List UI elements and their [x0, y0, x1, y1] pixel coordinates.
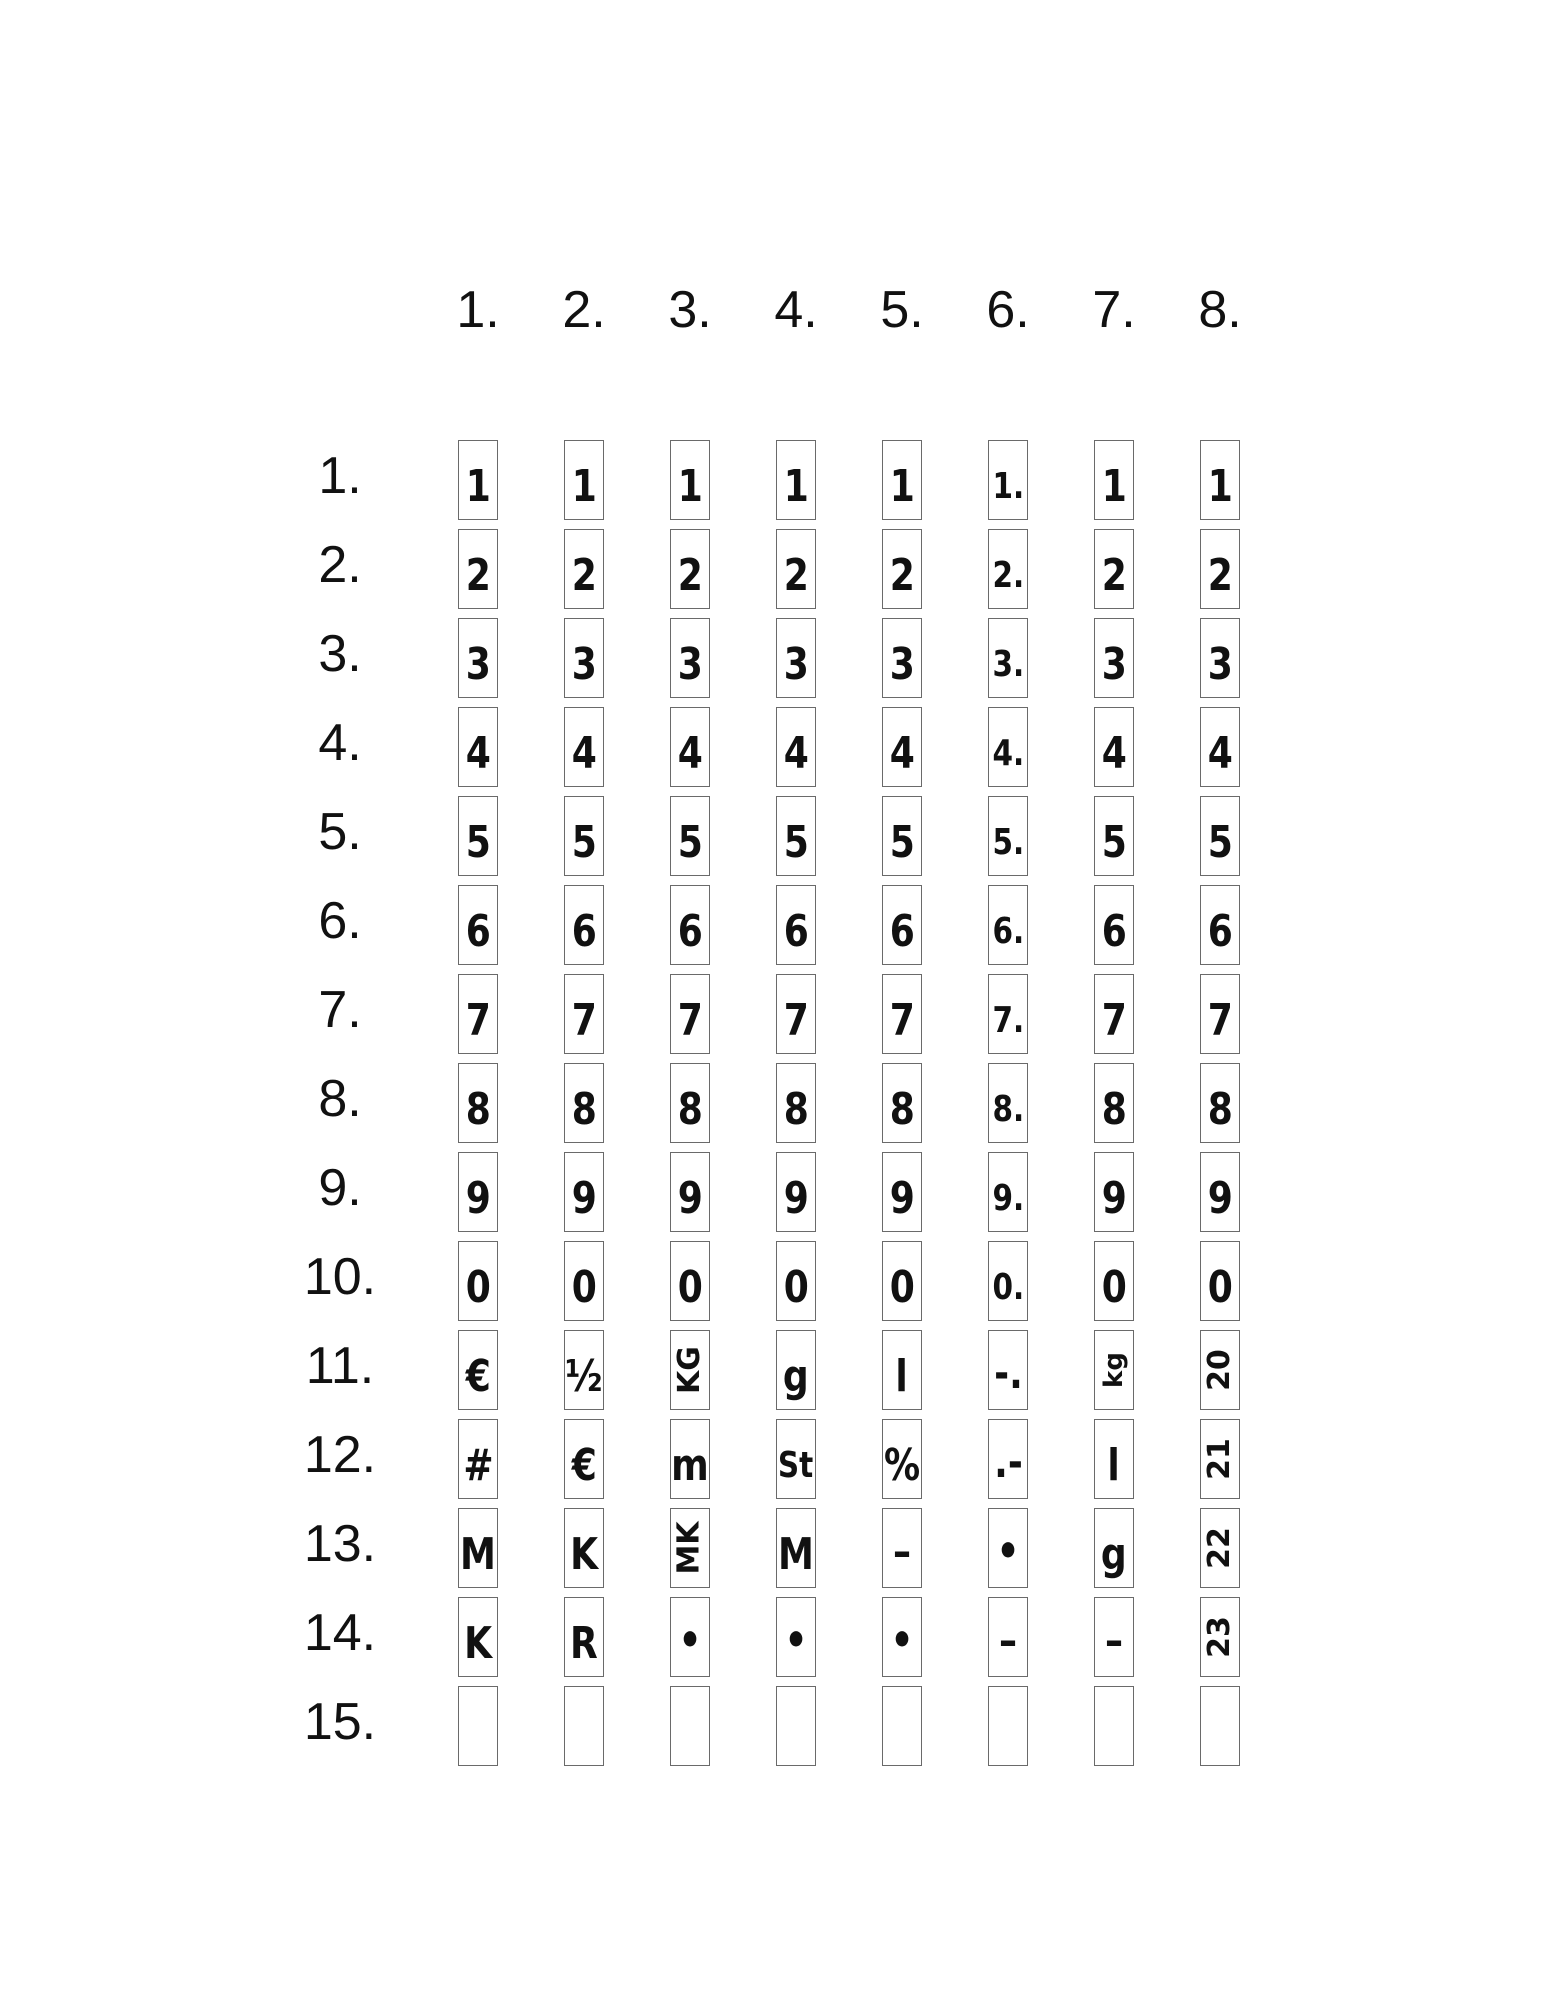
cell-glyph: 6. — [992, 911, 1024, 952]
character-cell — [882, 529, 922, 609]
cell-glyph: 4 — [465, 728, 491, 779]
character-cell — [1200, 1330, 1240, 1410]
character-cell — [988, 1063, 1028, 1143]
character-cell — [458, 1597, 498, 1677]
character-cell — [1094, 1330, 1134, 1410]
cell-glyph: 4 — [783, 728, 809, 779]
character-cell — [1200, 885, 1240, 965]
cell-glyph: 20 — [1202, 1349, 1237, 1391]
cell-glyph: 6 — [677, 906, 703, 957]
character-cell — [458, 1508, 498, 1588]
cell-glyph: € — [465, 1351, 491, 1402]
character-cell — [564, 1241, 604, 1321]
character-cell — [776, 1063, 816, 1143]
cell-glyph: 7 — [783, 995, 809, 1046]
cell-glyph: 4. — [992, 733, 1024, 774]
cell-glyph: MK — [672, 1521, 708, 1575]
character-cell — [670, 618, 710, 698]
cell-glyph: 4 — [889, 728, 915, 779]
cell-glyph: g — [783, 1351, 809, 1402]
character-cell — [564, 1063, 604, 1143]
character-cell — [1200, 1152, 1240, 1232]
character-cell — [776, 974, 816, 1054]
cell-glyph: 4 — [1101, 728, 1127, 779]
character-cell — [458, 529, 498, 609]
cell-glyph: 7. — [992, 1000, 1024, 1041]
column-header: 5. — [880, 281, 924, 339]
cell-glyph: 4 — [1207, 728, 1233, 779]
cell-glyph: 1 — [889, 461, 915, 512]
character-cell — [776, 1330, 816, 1410]
column-header: 2. — [562, 281, 606, 339]
character-cell — [670, 1152, 710, 1232]
cell-glyph: 1 — [783, 461, 809, 512]
row-label: 11. — [305, 1337, 375, 1395]
character-cell — [1200, 529, 1240, 609]
row-label: 10. — [303, 1248, 377, 1306]
character-cell — [564, 1419, 604, 1499]
cell-glyph: 5 — [783, 817, 809, 868]
cell-glyph: 2. — [992, 555, 1024, 596]
character-cell — [1200, 1597, 1240, 1677]
character-cell — [564, 529, 604, 609]
cell-glyph: 7 — [1101, 995, 1127, 1046]
character-cell — [1200, 618, 1240, 698]
column-header: 4. — [774, 281, 818, 339]
character-cell — [776, 707, 816, 787]
cell-glyph: M — [778, 1529, 814, 1580]
cell-glyph: – — [892, 1526, 912, 1577]
cell-glyph: 3 — [889, 639, 915, 690]
character-cell — [458, 796, 498, 876]
cell-glyph: 8 — [677, 1084, 703, 1135]
character-cell — [670, 796, 710, 876]
cell-glyph: 3 — [571, 639, 597, 690]
cell-glyph: 3 — [1207, 639, 1233, 690]
cell-glyph: 3 — [783, 639, 809, 690]
character-cell — [1200, 1686, 1240, 1766]
cell-glyph: – — [998, 1615, 1018, 1666]
character-cell — [776, 440, 816, 520]
character-cell — [1094, 1597, 1134, 1677]
cell-glyph: 7 — [465, 995, 491, 1046]
cell-glyph: 2 — [889, 550, 915, 601]
character-cell — [988, 618, 1028, 698]
character-cell — [564, 885, 604, 965]
row-label: 5. — [318, 803, 362, 861]
cell-glyph: 8 — [783, 1084, 809, 1135]
character-cell — [670, 529, 710, 609]
cell-glyph: KG — [672, 1346, 707, 1394]
cell-glyph: • — [678, 1615, 702, 1666]
cell-glyph: 7 — [677, 995, 703, 1046]
cell-glyph: 1 — [1207, 461, 1233, 512]
cell-glyph: 3 — [465, 639, 491, 690]
cell-glyph: 0 — [571, 1262, 597, 1313]
character-cell — [1094, 440, 1134, 520]
character-cell — [564, 1686, 604, 1766]
cell-glyph: 8 — [1101, 1084, 1127, 1135]
character-cell — [988, 974, 1028, 1054]
row-label: 9. — [318, 1159, 362, 1217]
character-cell — [776, 529, 816, 609]
cell-glyph: 4 — [571, 728, 597, 779]
cell-glyph: 0 — [465, 1262, 491, 1313]
cell-glyph: • — [784, 1615, 808, 1666]
cell-glyph: l — [895, 1351, 909, 1402]
cell-glyph: 1. — [992, 466, 1024, 507]
cell-glyph: 6 — [1101, 906, 1127, 957]
row-label: 13. — [303, 1515, 377, 1573]
cell-glyph: 7 — [889, 995, 915, 1046]
row-label: 15. — [303, 1693, 377, 1751]
cell-glyph: 2 — [783, 550, 809, 601]
cell-glyph: 5 — [677, 817, 703, 868]
cell-glyph: g — [1101, 1529, 1127, 1580]
character-cell — [882, 618, 922, 698]
cell-glyph: ½ — [565, 1351, 603, 1402]
row-label: 6. — [318, 892, 362, 950]
character-cell — [670, 974, 710, 1054]
cell-glyph: % — [883, 1440, 921, 1491]
cell-glyph: • — [890, 1615, 914, 1666]
character-cell — [776, 1508, 816, 1588]
character-cell — [988, 1508, 1028, 1588]
character-cell — [1094, 1152, 1134, 1232]
character-cell — [1094, 1063, 1134, 1143]
cell-glyph: .- — [993, 1437, 1023, 1488]
character-cell — [564, 974, 604, 1054]
character-cell — [458, 1241, 498, 1321]
character-cell — [1200, 707, 1240, 787]
column-header: 1. — [456, 281, 500, 339]
column-header: 6. — [986, 281, 1030, 339]
cell-glyph: 5. — [992, 822, 1024, 863]
character-cell — [670, 885, 710, 965]
cell-glyph: 2 — [465, 550, 491, 601]
character-cell — [458, 974, 498, 1054]
cell-glyph: 7 — [571, 995, 597, 1046]
character-cell — [670, 1508, 710, 1588]
cell-glyph: 2 — [1101, 550, 1127, 601]
cell-glyph: St — [778, 1445, 814, 1486]
cell-glyph: M — [460, 1529, 496, 1580]
character-cell — [564, 1330, 604, 1410]
cell-glyph: – — [1104, 1615, 1124, 1666]
character-cell — [670, 1241, 710, 1321]
row-label: 14. — [303, 1604, 377, 1662]
character-cell — [882, 1063, 922, 1143]
character-cell — [670, 1419, 710, 1499]
character-cell — [1094, 796, 1134, 876]
cell-glyph: 5 — [889, 817, 915, 868]
character-cell — [1200, 974, 1240, 1054]
character-cell — [670, 1063, 710, 1143]
cell-glyph: l — [1107, 1440, 1121, 1491]
cell-glyph: 3 — [1101, 639, 1127, 690]
character-cell — [1094, 1508, 1134, 1588]
row-label: 2. — [318, 536, 362, 594]
cell-glyph: 8. — [992, 1089, 1024, 1130]
cell-glyph: kg — [1099, 1352, 1129, 1388]
character-cell — [458, 440, 498, 520]
character-cell — [882, 1686, 922, 1766]
character-cell — [1200, 796, 1240, 876]
cell-glyph: 3. — [992, 644, 1024, 685]
cell-glyph: 5 — [571, 817, 597, 868]
cell-glyph: -. — [993, 1348, 1023, 1399]
cell-glyph: 5 — [1101, 817, 1127, 868]
character-cell — [882, 974, 922, 1054]
character-cell — [882, 1330, 922, 1410]
cell-glyph: 0. — [992, 1267, 1024, 1308]
character-cell — [988, 1419, 1028, 1499]
character-cell — [988, 796, 1028, 876]
character-cell — [670, 1597, 710, 1677]
character-cell — [1094, 1241, 1134, 1321]
cell-glyph: 6 — [889, 906, 915, 957]
cell-glyph: 0 — [1101, 1262, 1127, 1313]
character-cell — [564, 618, 604, 698]
character-cell — [1094, 529, 1134, 609]
cell-glyph: 6 — [783, 906, 809, 957]
character-cell — [670, 440, 710, 520]
character-cell — [1094, 1686, 1134, 1766]
cell-glyph: 6 — [571, 906, 597, 957]
cell-glyph: 1 — [465, 461, 491, 512]
cell-glyph: 9 — [783, 1173, 809, 1224]
column-header: 7. — [1092, 281, 1136, 339]
character-cell — [458, 1063, 498, 1143]
row-label: 3. — [318, 625, 362, 683]
character-cell — [1094, 707, 1134, 787]
cell-glyph: 2 — [677, 550, 703, 601]
character-cell — [988, 885, 1028, 965]
character-cell — [988, 1597, 1028, 1677]
cell-glyph: 0 — [1207, 1262, 1233, 1313]
row-label: 7. — [318, 981, 362, 1039]
cell-glyph: R — [570, 1618, 598, 1669]
cell-glyph: 9 — [571, 1173, 597, 1224]
cell-glyph: 3 — [677, 639, 703, 690]
cell-glyph: • — [996, 1526, 1020, 1577]
cell-glyph: 9 — [1207, 1173, 1233, 1224]
cell-glyph: 4 — [677, 728, 703, 779]
cell-glyph: 8 — [571, 1084, 597, 1135]
character-cell — [1094, 1419, 1134, 1499]
cell-glyph: m — [671, 1440, 709, 1491]
character-cell — [882, 796, 922, 876]
character-cell — [882, 1597, 922, 1677]
cell-glyph: 21 — [1202, 1438, 1237, 1480]
character-cell — [882, 1241, 922, 1321]
character-cell — [1094, 885, 1134, 965]
character-cell — [458, 707, 498, 787]
character-cell — [670, 707, 710, 787]
cell-glyph: 1 — [677, 461, 703, 512]
cell-glyph: 9 — [889, 1173, 915, 1224]
cell-glyph: 0 — [677, 1262, 703, 1313]
column-header: 3. — [668, 281, 712, 339]
character-cell — [882, 1419, 922, 1499]
cell-glyph: 9 — [677, 1173, 703, 1224]
cell-glyph: K — [570, 1529, 598, 1580]
character-cell — [776, 618, 816, 698]
character-cell — [776, 885, 816, 965]
cell-glyph: 2 — [571, 550, 597, 601]
cell-glyph: 7 — [1207, 995, 1233, 1046]
cell-glyph: 22 — [1202, 1527, 1237, 1569]
character-cell — [882, 1508, 922, 1588]
character-cell — [882, 1152, 922, 1232]
cell-glyph: 23 — [1202, 1616, 1237, 1658]
character-cell — [882, 440, 922, 520]
character-cell — [988, 1330, 1028, 1410]
character-cell — [458, 1686, 498, 1766]
character-cell — [1094, 974, 1134, 1054]
cell-glyph: 1 — [1101, 461, 1127, 512]
character-cell — [882, 707, 922, 787]
character-cell — [776, 1597, 816, 1677]
character-cell — [988, 529, 1028, 609]
character-cell — [1200, 440, 1240, 520]
cell-glyph: 0 — [783, 1262, 809, 1313]
character-cell — [1094, 618, 1134, 698]
character-cell — [776, 1241, 816, 1321]
row-label: 4. — [318, 714, 362, 772]
character-cell — [988, 440, 1028, 520]
character-cell — [564, 1152, 604, 1232]
cell-glyph: 5 — [1207, 817, 1233, 868]
cell-glyph: 6 — [1207, 906, 1233, 957]
cell-glyph: 9 — [1101, 1173, 1127, 1224]
character-cell — [458, 618, 498, 698]
character-cell — [776, 796, 816, 876]
cell-glyph: 0 — [889, 1262, 915, 1313]
character-cell — [776, 1686, 816, 1766]
character-cell — [988, 707, 1028, 787]
cell-glyph: € — [571, 1440, 597, 1491]
row-label: 8. — [318, 1070, 362, 1128]
character-cell — [988, 1686, 1028, 1766]
cell-glyph: # — [462, 1440, 494, 1491]
character-cell — [670, 1686, 710, 1766]
character-cell — [1200, 1508, 1240, 1588]
cell-glyph: 5 — [465, 817, 491, 868]
character-cell — [1200, 1241, 1240, 1321]
row-label: 1. — [318, 447, 362, 505]
cell-glyph: 9. — [992, 1178, 1024, 1219]
character-cell — [988, 1152, 1028, 1232]
cell-glyph: 8 — [889, 1084, 915, 1135]
cell-glyph: 8 — [1207, 1084, 1233, 1135]
character-cell — [882, 885, 922, 965]
character-cell — [564, 707, 604, 787]
cell-glyph: 9 — [465, 1173, 491, 1224]
character-cell — [1200, 1063, 1240, 1143]
row-label: 12. — [303, 1426, 377, 1484]
character-cell — [458, 1152, 498, 1232]
cell-glyph: 1 — [571, 461, 597, 512]
character-cell — [564, 440, 604, 520]
character-cell — [564, 1597, 604, 1677]
cell-glyph: K — [464, 1618, 492, 1669]
column-header: 8. — [1198, 281, 1242, 339]
cell-glyph: 2 — [1207, 550, 1233, 601]
cell-glyph: 6 — [465, 906, 491, 957]
character-cell — [458, 1419, 498, 1499]
character-cell — [458, 1330, 498, 1410]
character-cell — [670, 1330, 710, 1410]
character-cell — [564, 796, 604, 876]
character-cell — [988, 1241, 1028, 1321]
character-cell — [776, 1419, 816, 1499]
character-cell — [1200, 1419, 1240, 1499]
cell-glyph: 8 — [465, 1084, 491, 1135]
character-cell — [564, 1508, 604, 1588]
character-cell — [776, 1152, 816, 1232]
character-cell — [458, 885, 498, 965]
